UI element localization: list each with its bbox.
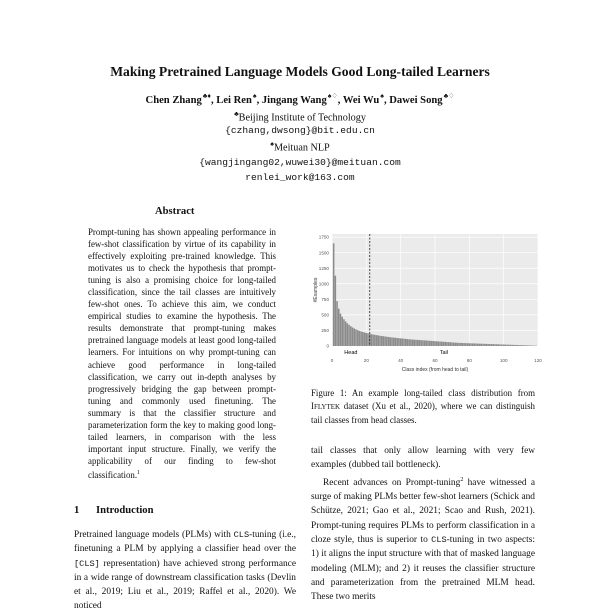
- bar: [367, 333, 369, 346]
- bar: [359, 331, 361, 346]
- affiliation-bit: ♣Beijing Institute of Technology: [0, 110, 600, 123]
- bar: [355, 329, 357, 346]
- bar: [513, 345, 515, 346]
- bar: [444, 342, 446, 346]
- bar: [407, 339, 409, 346]
- right-column-text: [311, 444, 535, 604]
- author: Jingang Wang♠♢,: [262, 95, 343, 106]
- bar: [414, 340, 416, 346]
- bar: [482, 344, 484, 346]
- bar: [396, 338, 398, 346]
- head-label: Head: [344, 350, 357, 356]
- section-heading: 1 Introduction: [74, 505, 154, 516]
- bar: [429, 341, 431, 346]
- x-tick-label: 40: [398, 358, 404, 363]
- bar: [408, 339, 410, 346]
- bar: [362, 332, 364, 346]
- y-tick-label: 1500: [319, 250, 330, 255]
- x-tick-label: 60: [432, 358, 438, 363]
- y-axis-ticks: [319, 235, 330, 349]
- y-tick-label: 1750: [319, 235, 330, 240]
- affiliation-meituan: ♠Meituan NLP: [0, 140, 600, 153]
- bar: [501, 344, 503, 346]
- bar: [436, 341, 438, 346]
- bar: [386, 337, 388, 346]
- bar: [405, 339, 407, 346]
- bar: [345, 321, 347, 346]
- bar: [494, 344, 496, 346]
- bar: [391, 337, 393, 346]
- bar: [360, 331, 362, 346]
- y-tick-label: 500: [321, 312, 329, 317]
- bar: [463, 343, 465, 346]
- bar: [499, 344, 501, 346]
- y-tick-label: 250: [321, 328, 329, 333]
- bar: [523, 345, 525, 346]
- bar: [518, 345, 520, 346]
- bar: [379, 336, 381, 346]
- bar: [347, 323, 349, 346]
- bar: [417, 340, 419, 346]
- bar: [340, 314, 342, 346]
- bar: [388, 337, 390, 346]
- author-list: [0, 92, 600, 106]
- bar: [498, 344, 500, 346]
- bar: [467, 343, 469, 346]
- bar: [372, 334, 374, 346]
- bar: [348, 325, 350, 346]
- bar: [431, 341, 433, 346]
- bar: [510, 345, 512, 346]
- email-bit: {czhang,dwsong}@bit.edu.cn: [0, 125, 600, 136]
- author: Chen Zhang♣♦,: [146, 95, 217, 106]
- bar: [489, 344, 491, 346]
- bar: [398, 338, 400, 346]
- bar: [477, 344, 479, 346]
- bar: [395, 338, 397, 346]
- x-tick-label: 80: [467, 358, 473, 363]
- figure-caption: Figure 1: An example long-tailed class distribution from IFLYTEK dataset (Xu et al., 2020), where we can distinguish tail classes from head classes.: [311, 387, 535, 427]
- bar: [415, 340, 417, 346]
- bar: [472, 343, 474, 346]
- bar: [402, 339, 404, 346]
- bar: [484, 344, 486, 346]
- bar: [508, 345, 510, 346]
- bar: [412, 340, 414, 346]
- author: Wei Wu♠,: [343, 95, 389, 106]
- bar: [400, 338, 402, 346]
- bar: [487, 344, 489, 346]
- bar: [520, 345, 522, 346]
- bar: [343, 319, 345, 346]
- bar: [357, 330, 359, 346]
- bar: [486, 344, 488, 346]
- bar: [333, 243, 335, 346]
- y-tick-label: 750: [321, 297, 329, 302]
- abstract-heading: Abstract: [155, 206, 194, 217]
- bar: [352, 327, 354, 346]
- bar: [493, 344, 495, 346]
- bar: [443, 342, 445, 346]
- bar: [515, 345, 517, 346]
- intro-paragraph: Pretrained language models (PLMs) with CLS-tuning (i.e., finetuning a PLM by applying a classifier head over the [CLS] representation) have achieved strong performance in a wide range of downstream classification tasks (Devlin et al., 2019; Liu et al., 2019; Raffel et al., 2020). We noticed: [74, 528, 296, 614]
- bar: [341, 317, 343, 346]
- paragraph: tail classes that only allow learning with very few examples (dubbed tail bottleneck).: [311, 444, 535, 473]
- bar: [479, 344, 481, 346]
- x-axis-ticks: [331, 358, 543, 363]
- bar: [446, 342, 448, 346]
- bar: [439, 342, 441, 346]
- paragraph: Recent advances on Prompt-tuning$^2$ have witnessed a surge of making PLMs better few-shot learners (Schick and Schütze, 2021; Gao et al., 2021; Scao and Rush, 2021). Prompt-tuning requires PLMs to perform classification in a cloze style, thus is superior to CLS-tuning in two aspects: 1) it aligns the input structure with that of masked language modeling (MLM); and 2) it reuses the classifier structure and parameterization from the pretrained MLM head. These two merits: [311, 473, 535, 605]
- bar: [377, 335, 379, 346]
- bar: [383, 336, 385, 346]
- bar: [424, 340, 426, 346]
- x-axis-label: Class index (from head to tail): [402, 367, 469, 373]
- bar: [427, 341, 429, 346]
- x-tick-label: 120: [534, 358, 542, 363]
- bar: [384, 336, 386, 346]
- bar: [381, 336, 383, 346]
- bar: [527, 345, 529, 346]
- bar: [517, 345, 519, 346]
- tail-label: Tail: [440, 350, 448, 356]
- bar: [364, 332, 366, 346]
- bar: [453, 343, 455, 346]
- bar: [420, 340, 422, 346]
- bar: [506, 345, 508, 346]
- bar: [374, 335, 376, 346]
- bar: [475, 344, 477, 346]
- bar: [491, 344, 493, 346]
- bar: [353, 328, 355, 346]
- x-tick-label: 20: [364, 358, 370, 363]
- bar: [474, 343, 476, 346]
- bar: [376, 335, 378, 346]
- bar: [410, 339, 412, 346]
- bar: [350, 326, 352, 346]
- y-tick-label: 1250: [319, 266, 330, 271]
- bar: [338, 309, 340, 346]
- bar: [525, 345, 527, 346]
- bar: [503, 345, 505, 346]
- bar: [426, 341, 428, 346]
- abstract-text: Prompt-tuning has shown appealing performance in few-shot classification by virtue of its capability in effectively exploiting pre-trained knowledge. This motivates us to check the hypothesis that prompt-tuning is also a promising choice for long-tailed classification, since the tail classes are intuitively few-shot ones. To achieve this aim, we conduct empirical studies to examine the hypothesis. The results demonstrate that prompt-tuning makes pretrained language models at least good long-tailed learners. For intuitions on why prompt-tuning can achieve good performance in long-tailed classification, we carry out in-depth analyses by progressively bridging the gap between prompt-tuning and commonly used finetuning. The summary is that the classifier structure and parameterization form the key to making good long-tailed learners, in comparison with the less important input structure. Finally, we verify the applicability of our finding to few-shot classification.$^1$: [88, 226, 276, 481]
- bar: [529, 345, 531, 346]
- email-meituan: {wangjingang02,wuwei30}@meituan.com: [0, 157, 600, 168]
- bar: [335, 276, 337, 346]
- author: Dawei Song♣♢: [389, 95, 454, 106]
- bar: [448, 342, 450, 346]
- bar: [403, 339, 405, 346]
- bar: [441, 342, 443, 346]
- class-distribution-chart: [310, 228, 540, 378]
- bar: [432, 341, 434, 346]
- bar: [480, 344, 482, 346]
- bar: [419, 340, 421, 346]
- bar: [393, 338, 395, 346]
- bar: [468, 343, 470, 346]
- bar: [465, 343, 467, 346]
- y-tick-label: 0: [326, 344, 329, 349]
- bar: [455, 343, 457, 346]
- bar: [434, 341, 436, 346]
- author: Lei Ren♠,: [216, 95, 262, 106]
- bar: [451, 342, 453, 346]
- bar: [462, 343, 464, 346]
- bar: [496, 344, 498, 346]
- bar: [511, 345, 513, 346]
- bar: [522, 345, 524, 346]
- y-tick-label: 1000: [319, 281, 330, 286]
- bar: [470, 343, 472, 346]
- bar: [365, 333, 367, 346]
- email-personal: renlei_work@163.com: [0, 172, 600, 183]
- bar: [422, 340, 424, 346]
- bar: [438, 341, 440, 346]
- y-axis-label: #Examples: [313, 277, 319, 302]
- bar: [505, 345, 507, 346]
- bar: [450, 342, 452, 346]
- bar: [456, 343, 458, 346]
- paper-title: Making Pretrained Language Models Good Long-tailed Learners: [0, 64, 600, 80]
- bar: [336, 301, 338, 346]
- x-tick-label: 100: [500, 358, 508, 363]
- bar: [371, 334, 373, 346]
- x-tick-label: 0: [331, 358, 334, 363]
- bar: [460, 343, 462, 346]
- bar: [390, 337, 392, 346]
- bar: [458, 343, 460, 346]
